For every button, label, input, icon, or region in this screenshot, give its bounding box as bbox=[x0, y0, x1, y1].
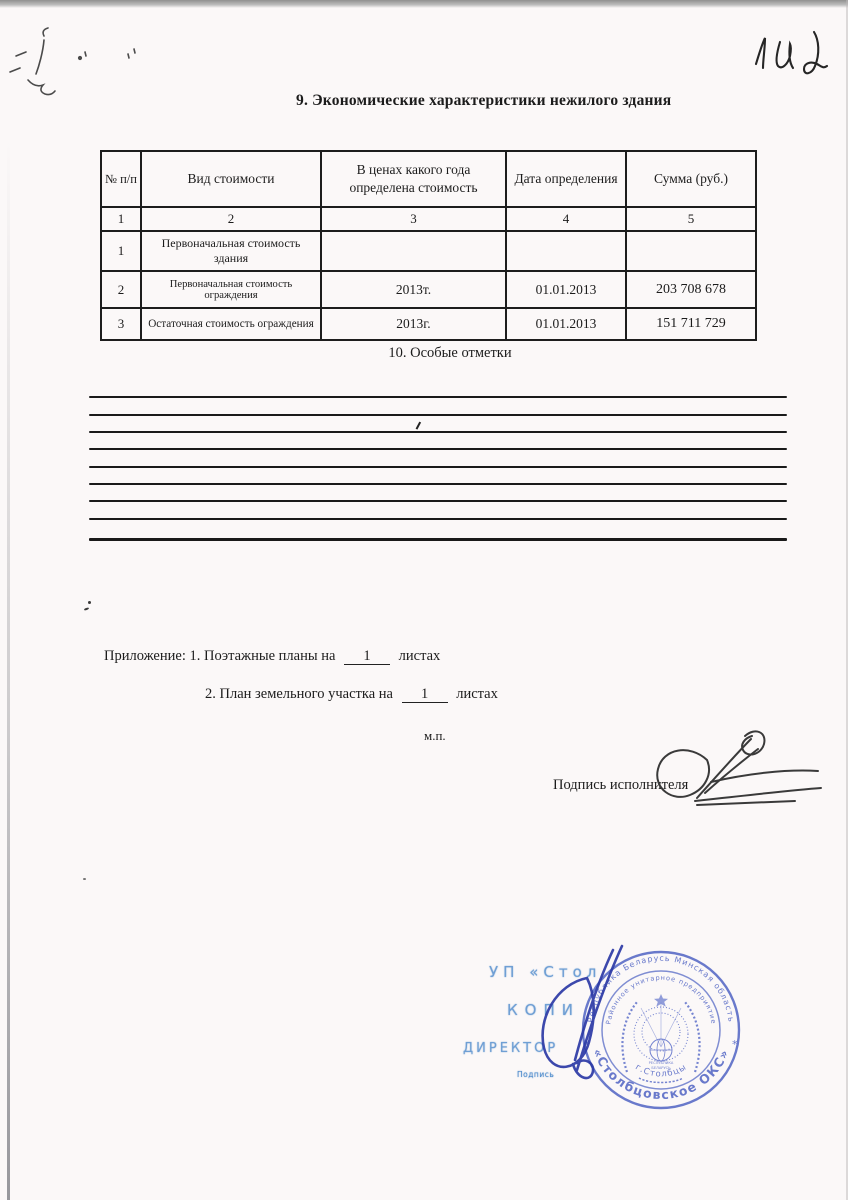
seal-inner-top-text: Районное унитарное предприятие bbox=[604, 973, 718, 1026]
attachment-1-suffix: листах bbox=[398, 648, 441, 664]
economic-characteristics-table bbox=[100, 150, 757, 341]
row-kind: Первоначальная стоимость здания bbox=[141, 231, 321, 271]
row-amount: 151 711 729 bbox=[626, 308, 756, 340]
seal-outer-bottom-text: «Столбцовское ОКС» bbox=[589, 1046, 733, 1103]
table-row bbox=[101, 231, 756, 271]
row-kind: Первоначальная стоимость ограждения bbox=[141, 271, 321, 308]
row-num: 2 bbox=[101, 271, 141, 308]
scan-edge-left bbox=[7, 140, 10, 1200]
ruled-line bbox=[89, 396, 787, 398]
col-number: 5 bbox=[626, 207, 756, 231]
ruled-line bbox=[89, 518, 787, 520]
header-num: № п/п bbox=[101, 151, 141, 207]
col-number: 3 bbox=[321, 207, 506, 231]
seal-center-line1: РЕСПУБЛИКА bbox=[648, 1061, 674, 1065]
handwritten-page-number bbox=[742, 24, 842, 80]
attachment-2-sheet-count: 1 bbox=[402, 687, 448, 703]
header-kind: Вид стоимости bbox=[141, 151, 321, 207]
section-10-heading: 10. Особые отметки bbox=[388, 345, 512, 361]
attachment-2-text: 2. План земельного участка на bbox=[205, 686, 393, 702]
attachment-line-2 bbox=[205, 686, 498, 703]
col-number: 1 bbox=[101, 207, 141, 231]
header-amount: Сумма (руб.) bbox=[626, 151, 756, 207]
row-year: 2013г. bbox=[321, 308, 506, 340]
executor-signature bbox=[645, 722, 825, 814]
pen-scribbles bbox=[8, 16, 148, 100]
row-num: 1 bbox=[101, 231, 141, 271]
attachment-1-sheet-count: 1 bbox=[344, 649, 390, 665]
row-amount bbox=[626, 231, 756, 271]
seal-separator-star: * bbox=[732, 1038, 738, 1051]
row-kind: Остаточная стоимость ограждения bbox=[141, 308, 321, 340]
table-header-row bbox=[101, 151, 756, 207]
ruled-line bbox=[89, 483, 787, 485]
row-num: 3 bbox=[101, 308, 141, 340]
table-row bbox=[101, 271, 756, 308]
stamp-org-line: УП «Стол bbox=[489, 963, 602, 981]
row-amount: 203 708 678 bbox=[626, 271, 756, 308]
table-row bbox=[101, 308, 756, 340]
ruled-line bbox=[89, 431, 787, 433]
ruled-line bbox=[89, 414, 787, 416]
section-9-title: 9. Экономические характеристики нежилого здания bbox=[296, 92, 672, 109]
attachments-label: Приложение: bbox=[104, 648, 186, 664]
row-year: 2013т. bbox=[321, 271, 506, 308]
stamp-signature-caption: Подпись bbox=[517, 1070, 555, 1079]
ink-speck bbox=[83, 878, 86, 880]
row-date: 01.01.2013 bbox=[506, 308, 626, 340]
attachment-1-text: 1. Поэтажные планы на bbox=[189, 648, 336, 664]
row-year bbox=[321, 231, 506, 271]
stamp-copy-line: КОПИ bbox=[507, 1001, 580, 1019]
seal-separator-star: * bbox=[584, 1038, 590, 1051]
stamp-director-line: ДИРЕКТОР bbox=[463, 1041, 559, 1056]
column-numbers-row bbox=[101, 207, 756, 231]
seal-inner-bottom-text: г.Столбцы bbox=[633, 1062, 689, 1080]
director-signature bbox=[525, 938, 645, 1098]
ruled-line bbox=[89, 500, 787, 502]
seal-center-line2: БЕЛАРУСЬ bbox=[651, 1066, 671, 1070]
attachment-2-suffix: листах bbox=[456, 686, 498, 702]
seal-outer-top-text: Республика Беларусь Минская область bbox=[586, 953, 736, 1024]
row-date: 01.01.2013 bbox=[506, 271, 626, 308]
col-number: 2 bbox=[141, 207, 321, 231]
ruled-line bbox=[89, 466, 787, 468]
attachment-line-1 bbox=[104, 648, 440, 665]
seal-place-label: м.п. bbox=[424, 728, 446, 743]
ink-speck bbox=[88, 601, 91, 604]
ruled-line bbox=[89, 538, 787, 541]
executor-signature-label: Подпись исполнителя bbox=[553, 777, 689, 793]
header-date: Дата определения bbox=[506, 151, 626, 207]
col-number: 4 bbox=[506, 207, 626, 231]
scan-edge-top bbox=[0, 0, 848, 8]
ruled-line bbox=[89, 448, 787, 450]
header-year: В ценах какого года определена стоимость bbox=[321, 151, 506, 207]
row-date bbox=[506, 231, 626, 271]
ink-speck bbox=[84, 607, 89, 611]
